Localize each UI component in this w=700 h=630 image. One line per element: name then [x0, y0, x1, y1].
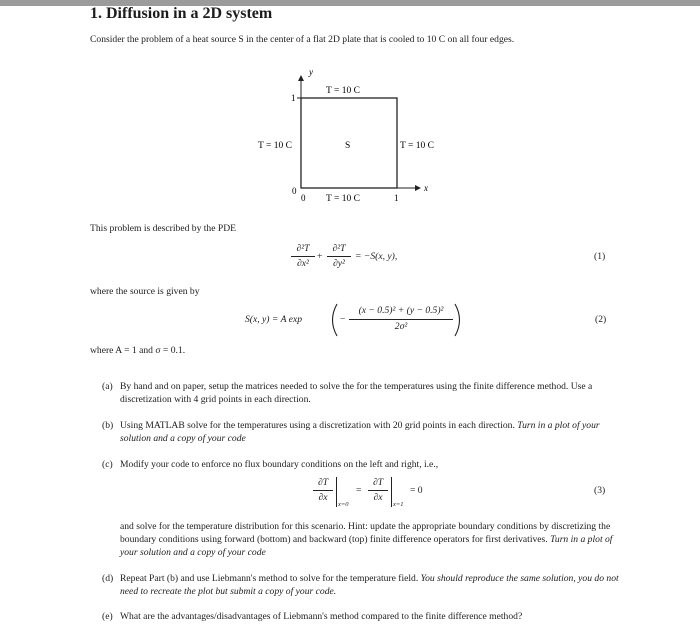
item-c-label: (c): [102, 459, 113, 470]
item-c-text2: and solve for the temperature distribution for this scenario. Hint: update the appropriate boundary conditions by discretizing the boundary conditions using forward (bottom) and backward (top) finite difference operators for first derivatives.: [120, 521, 611, 545]
item-b-text: Using MATLAB solve for the temperatures using a discretization with 20 grid points in each direction.: [120, 420, 515, 431]
bottom-boundary-label: T = 10 C: [326, 194, 360, 204]
item-a-text: By hand and on paper, setup the matrices needed to solve the for the temperatures using the finite difference method. Use a discretization with 4 grid points in each direction.: [120, 381, 593, 405]
item-b-label: (b): [102, 420, 114, 431]
y-tick-1: 1: [291, 93, 296, 103]
eq3-number: (3): [594, 485, 606, 496]
origin-x-label: 0: [301, 193, 306, 203]
eq2-lhs: S(x, y) = A exp: [245, 314, 302, 325]
right-paren: [453, 303, 465, 337]
origin-y-label: 0: [292, 186, 297, 196]
intro-paragraph: Consider the problem of a heat source S in the center of a flat 2D plate that is cooled to 10 C on all four edges.: [90, 34, 515, 45]
pde-intro-text: This problem is described by the PDE: [90, 223, 237, 234]
eq1-number: (1): [594, 251, 606, 262]
y-axis-label: y: [309, 67, 313, 77]
eq3-den-a: ∂x: [318, 492, 328, 503]
eq1-den-y: ∂y²: [333, 258, 345, 269]
eq3-num-b: ∂T: [372, 477, 384, 488]
top-boundary-label: T = 10 C: [326, 86, 360, 96]
left-boundary-label: T = 10 C: [258, 141, 292, 151]
item-d-label: (d): [102, 573, 114, 584]
item-c-italic: Turn in a plot of your solution and a copy of your code: [120, 534, 613, 558]
eq1-den-x: ∂x²: [297, 258, 309, 269]
item-d-text: Repeat Part (b) and use Liebmann's method to solve for the temperature field.: [120, 573, 419, 584]
x-tick-1: 1: [394, 193, 399, 203]
eq3-rhs: = 0: [410, 485, 423, 496]
eq3-eval-0: x=0: [338, 501, 349, 508]
eq3-den-b: ∂x: [373, 492, 383, 503]
item-e-label: (e): [102, 611, 113, 622]
item-b-italic: Turn in a plot of your solution and a copy of your code: [120, 420, 600, 444]
eq1-plus: +: [317, 251, 323, 262]
item-e-text: What are the advantages/disadvantages of Liebmann's method compared to the finite difference method?: [120, 611, 523, 622]
equation-3: [312, 477, 622, 513]
x-axis-label: x: [424, 183, 428, 193]
eq3-equals: =: [356, 485, 362, 496]
item-d-italic: You should reproduce the same solution, you do not need to recreate the plot but submit a copy of your code.: [120, 573, 619, 597]
eq2-number: (2): [595, 314, 607, 325]
eq1-num-y: ∂²T: [332, 243, 346, 254]
eq2-denominator: 2σ²: [394, 321, 408, 332]
eq3-num-a: ∂T: [317, 477, 329, 488]
source-intro-text: where the source is given by: [90, 286, 200, 297]
equation-2: [245, 303, 620, 337]
item-c-text: Modify your code to enforce no flux boundary conditions on the left and right, i.e.,: [120, 459, 439, 470]
equation-1: [290, 243, 620, 275]
eq1-rhs: = −S(x, y),: [355, 251, 398, 262]
source-label: S: [345, 141, 351, 151]
where-text: where A = 1 and σ = 0.1.: [90, 345, 186, 356]
right-boundary-label: T = 10 C: [400, 141, 434, 151]
eq2-minus: −: [340, 314, 346, 325]
eq3-eval-1: x=1: [393, 501, 404, 508]
problem-title: 1. Diffusion in a 2D system: [90, 5, 273, 22]
item-a-label: (a): [102, 381, 113, 392]
eq1-num-x: ∂²T: [296, 243, 310, 254]
left-paren: [327, 303, 339, 337]
eq2-numerator: (x − 0.5)² + (y − 0.5)²: [358, 305, 444, 316]
